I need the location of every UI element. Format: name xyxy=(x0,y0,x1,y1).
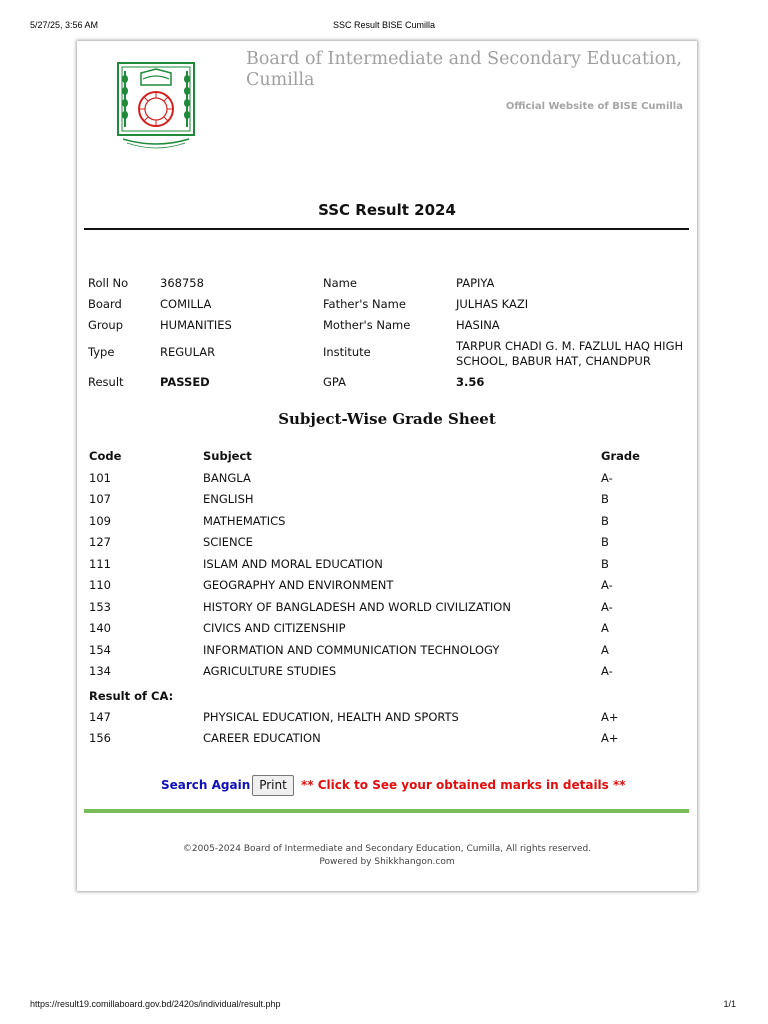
action-bar xyxy=(77,774,697,796)
print-footer xyxy=(0,994,768,1024)
info-row-group xyxy=(88,316,688,337)
print-header xyxy=(0,0,768,38)
subject-code: 111 xyxy=(89,556,111,571)
student-info-table xyxy=(88,274,688,394)
subject-name: INFORMATION AND COMMUNICATION TECHNOLOGY xyxy=(203,642,500,657)
subject-grade: A+ xyxy=(601,731,619,745)
institute-value: TARPUR CHADI G. M. FAZLUL HAQ HIGH SCHOOL, BABUR HAT, CHANDPUR xyxy=(456,339,684,368)
print-page-number: 1/1 xyxy=(723,999,736,1009)
name-value: PAPIYA xyxy=(456,276,495,290)
table-row xyxy=(89,554,689,576)
info-row-board xyxy=(88,295,688,316)
subject-grade: A- xyxy=(601,470,613,485)
table-row xyxy=(89,597,689,619)
table-row xyxy=(89,707,689,729)
result-value: PASSED xyxy=(160,375,210,389)
powered-by-text: Powered by Shikkhangon.com xyxy=(319,857,455,867)
subject-code: 134 xyxy=(89,664,111,678)
print-url: https://result19.comillaboard.gov.bd/2420s/individual/result.php xyxy=(30,999,281,1009)
gpa-label: GPA xyxy=(323,375,346,389)
subject-code: 156 xyxy=(89,731,111,745)
table-row xyxy=(89,618,689,640)
subject-grade: A xyxy=(601,642,609,657)
mother-value: HASINA xyxy=(456,318,500,332)
board-name: Board of Intermediate and Secondary Education, Cumilla xyxy=(246,49,682,90)
group-value: HUMANITIES xyxy=(160,318,232,332)
subject-code: 110 xyxy=(89,578,111,592)
grade-table-header xyxy=(89,446,689,468)
subject-grade: B xyxy=(601,535,609,549)
info-row-roll xyxy=(88,274,688,295)
ca-label: Result of CA: xyxy=(89,688,174,703)
subject-code: 127 xyxy=(89,535,111,549)
gpa-value: 3.56 xyxy=(456,375,485,389)
code-header: Code xyxy=(89,449,122,463)
table-row xyxy=(89,640,689,662)
subject-name: GEOGRAPHY AND ENVIRONMENT xyxy=(203,578,394,592)
subject-name: CIVICS AND CITIZENSHIP xyxy=(203,621,346,635)
print-datetime: 5/27/25, 3:56 AM xyxy=(30,20,99,30)
table-row xyxy=(89,468,689,490)
subject-code: 147 xyxy=(89,709,111,724)
info-row-result xyxy=(88,373,688,394)
subject-grade: B xyxy=(601,513,609,528)
name-label: Name xyxy=(323,276,357,290)
print-page-title: SSC Result BISE Cumilla xyxy=(332,20,436,30)
subject-grade: B xyxy=(601,492,609,506)
ca-section-label xyxy=(89,683,689,707)
subject-name: HISTORY OF BANGLADESH AND WORLD CIVILIZATION xyxy=(203,599,511,614)
type-value: REGULAR xyxy=(160,345,216,359)
result-sheet xyxy=(77,41,697,891)
board-label: Board xyxy=(88,297,122,311)
subject-code: 109 xyxy=(89,513,111,528)
subject-grade: A+ xyxy=(601,709,619,724)
subject-code: 154 xyxy=(89,642,111,657)
subject-name: BANGLA xyxy=(203,470,251,485)
subject-name: ENGLISH xyxy=(203,492,254,506)
official-subtitle: Official Website of BISE Cumilla xyxy=(505,101,683,112)
info-row-type xyxy=(88,337,688,373)
group-label: Group xyxy=(88,318,124,332)
table-row xyxy=(89,532,689,554)
bise-cumilla-crest-icon xyxy=(113,59,199,153)
roll-label: Roll No xyxy=(88,276,129,290)
table-row xyxy=(89,575,689,597)
table-row xyxy=(89,728,689,750)
subject-name: SCIENCE xyxy=(203,535,253,549)
subject-grade: B xyxy=(601,556,609,571)
page-footer xyxy=(77,843,697,869)
result-label: Result xyxy=(88,375,124,389)
subject-code: 101 xyxy=(89,470,111,485)
print-button[interactable]: Print xyxy=(252,775,294,796)
result-title: SSC Result 2024 xyxy=(318,201,456,219)
subject-grade: A xyxy=(601,621,609,635)
subject-name: CAREER EDUCATION xyxy=(203,731,321,745)
grade-table xyxy=(89,446,689,750)
table-row xyxy=(89,661,689,683)
search-again-link[interactable]: Search Again xyxy=(161,778,251,792)
subject-grade: A- xyxy=(601,578,613,592)
subject-name: AGRICULTURE STUDIES xyxy=(203,664,337,678)
subject-code: 140 xyxy=(89,621,111,635)
title-divider xyxy=(84,228,689,230)
grade-sheet-title: Subject-Wise Grade Sheet xyxy=(278,410,496,428)
subject-grade: A- xyxy=(601,599,613,614)
grade-header: Grade xyxy=(601,449,640,463)
father-label: Father's Name xyxy=(323,297,406,311)
mother-label: Mother's Name xyxy=(323,318,411,332)
subject-code: 107 xyxy=(89,492,111,506)
type-label: Type xyxy=(88,345,115,359)
subject-name: ISLAM AND MORAL EDUCATION xyxy=(203,556,383,571)
subject-grade: A- xyxy=(601,664,613,678)
subject-name: MATHEMATICS xyxy=(203,513,286,528)
table-row xyxy=(89,489,689,511)
institute-label: Institute xyxy=(323,345,371,359)
subject-code: 153 xyxy=(89,599,111,614)
father-value: JULHAS KAZI xyxy=(456,297,529,311)
roll-value: 368758 xyxy=(160,276,204,290)
footer-divider xyxy=(84,809,689,813)
detailed-marks-link[interactable]: ** Click to See your obtained marks in details ** xyxy=(301,778,626,792)
subject-header: Subject xyxy=(203,449,252,463)
board-value: COMILLA xyxy=(160,297,212,311)
copyright-text: ©2005-2024 Board of Intermediate and Secondary Education, Cumilla, All rights reserved. xyxy=(182,844,592,854)
table-row xyxy=(89,511,689,533)
subject-name: PHYSICAL EDUCATION, HEALTH AND SPORTS xyxy=(203,709,459,724)
